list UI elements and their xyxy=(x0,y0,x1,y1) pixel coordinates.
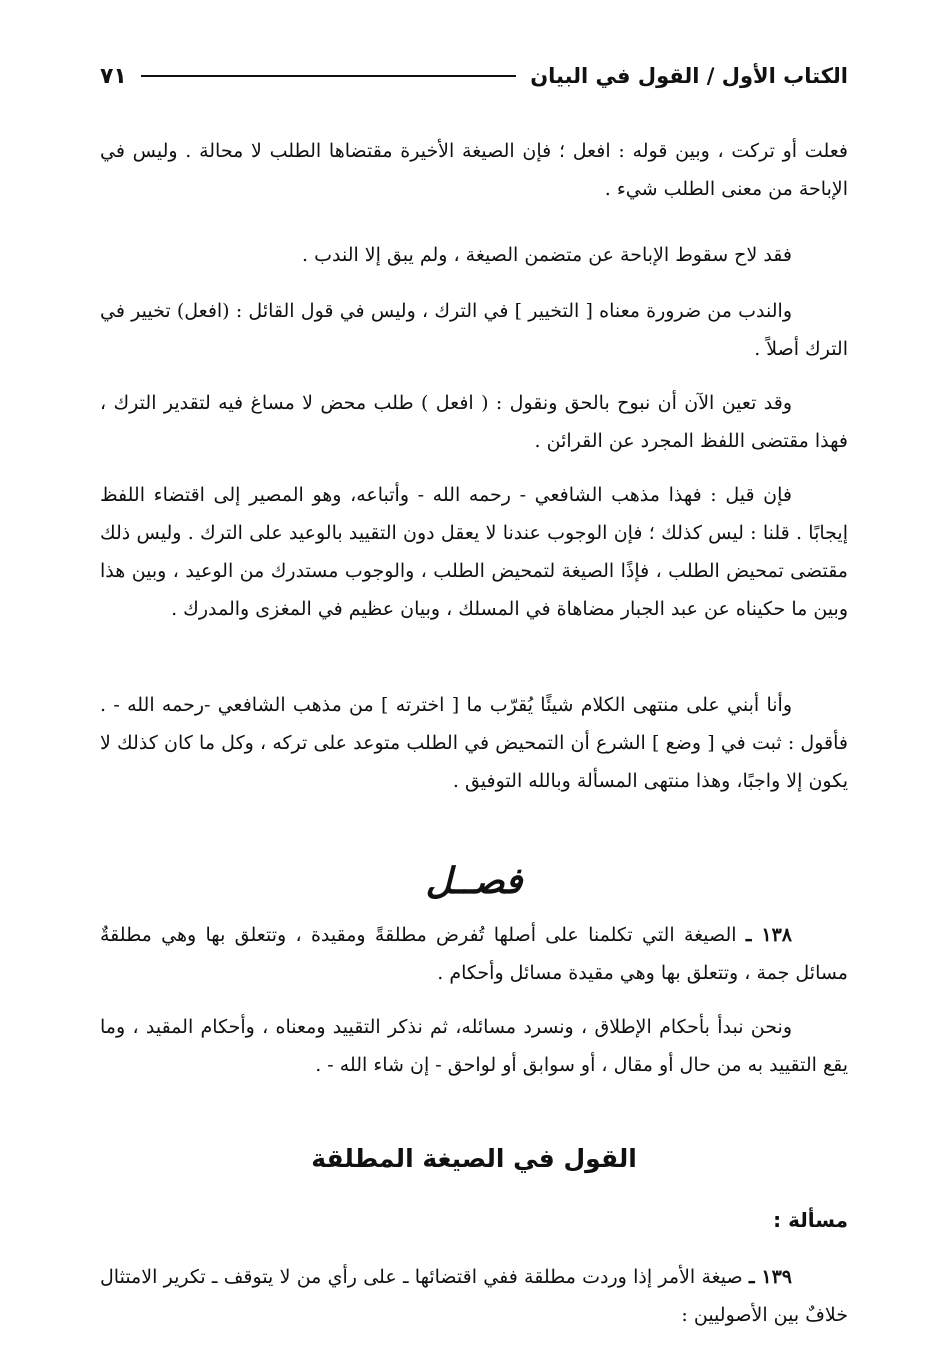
paragraph-7 xyxy=(100,916,848,992)
issue-label: مسألة : xyxy=(773,1208,848,1232)
paragraph-7-text: الصيغة التي تكلمنا على أصلها تُفرض مطلقةً ومقيدة ، وتتعلق بها وهي مطلقةٌ مسائل جمة ، وتتعلق بها وهي مقيدة مسائل وأحكام . xyxy=(100,924,848,984)
paragraph-2: فقد لاح سقوط الإباحة عن متضمن الصيغة ، ولم يبق إلا الندب . xyxy=(302,244,792,266)
paragraph-6: وأنا أبني على منتهى الكلام شيئًا يُقرّب ما [ اخترته ] من مذهب الشافعي -رحمه الله - . فأقول : ثبت في [ وضع ] الشرع أن التمحيض في الطلب متوعد على تركه ، وكل ما كان كذلك لا يكون إلا واجبًا، وهذا منتهى المسألة وبالله التوفيق . xyxy=(100,694,848,792)
running-header xyxy=(100,56,848,96)
fasl-heading: فصــل xyxy=(425,861,523,902)
paragraph-9 xyxy=(100,1258,848,1334)
header-rule xyxy=(141,75,516,77)
paragraph-1: فعلت أو تركت ، وبين قوله : افعل ؛ فإن الصيغة الأخيرة مقتضاها الطلب لا محالة . وليس في الإباحة من معنى الطلب شيء . xyxy=(100,140,848,200)
paragraph-4: وقد تعين الآن أن نبوح بالحق ونقول : ( افعل ) طلب محض لا مساغ فيه لتقدير الترك ، فهذا مقتضى اللفظ المجرد عن القرائن . xyxy=(100,392,848,452)
paragraph-8: ونحن نبدأ بأحكام الإطلاق ، ونسرد مسائله، ثم نذكر التقييد ومعناه ، وأحكام المقيد ، وما يقع التقييد به من حال أو مقال ، أو سوابق أو لواحق - إن شاء الله - . xyxy=(100,1016,848,1076)
paragraph-5: فإن قيل : فهذا مذهب الشافعي - رحمه الله - وأتباعه، وهو المصير إلى اقتضاء اللفظ إيجابًا . قلنا : ليس كذلك ؛ فإن الوجوب عندنا لا يعقل دون التقييد بالوعيد على الترك . وليس ذلك مقتضى تمحيض الطلب ، فإذًا الصيغة لتمحيض الطلب ، والوجوب مستدرك من الوعيد ، وبين هذا وبين ما حكيناه عن عبد الجبار مضاهاة في المسلك ، وبيان عظيم في المغزى والمدرك . xyxy=(100,484,848,620)
page-number: ٧١ xyxy=(100,63,127,89)
section-heading: القول في الصيغة المطلقة xyxy=(311,1144,637,1173)
issue-number-139: ١٣٩ ـ xyxy=(748,1266,793,1288)
paragraph-3: والندب من ضرورة معناه [ التخيير ] في الترك ، وليس في قول القائل : (افعل) تخيير في الترك أصلاً . xyxy=(100,300,848,360)
paragraph-9-text: صيغة الأمر إذا وردت مطلقة ففي اقتضائها ـ على رأي من لا يتوقف ـ تكرير الامتثال خلافٌ بين الأصوليين : xyxy=(100,1266,848,1326)
issue-number-138: ١٣٨ ـ xyxy=(745,924,792,946)
running-header-title: الكتاب الأول / القول في البيان xyxy=(530,64,848,88)
